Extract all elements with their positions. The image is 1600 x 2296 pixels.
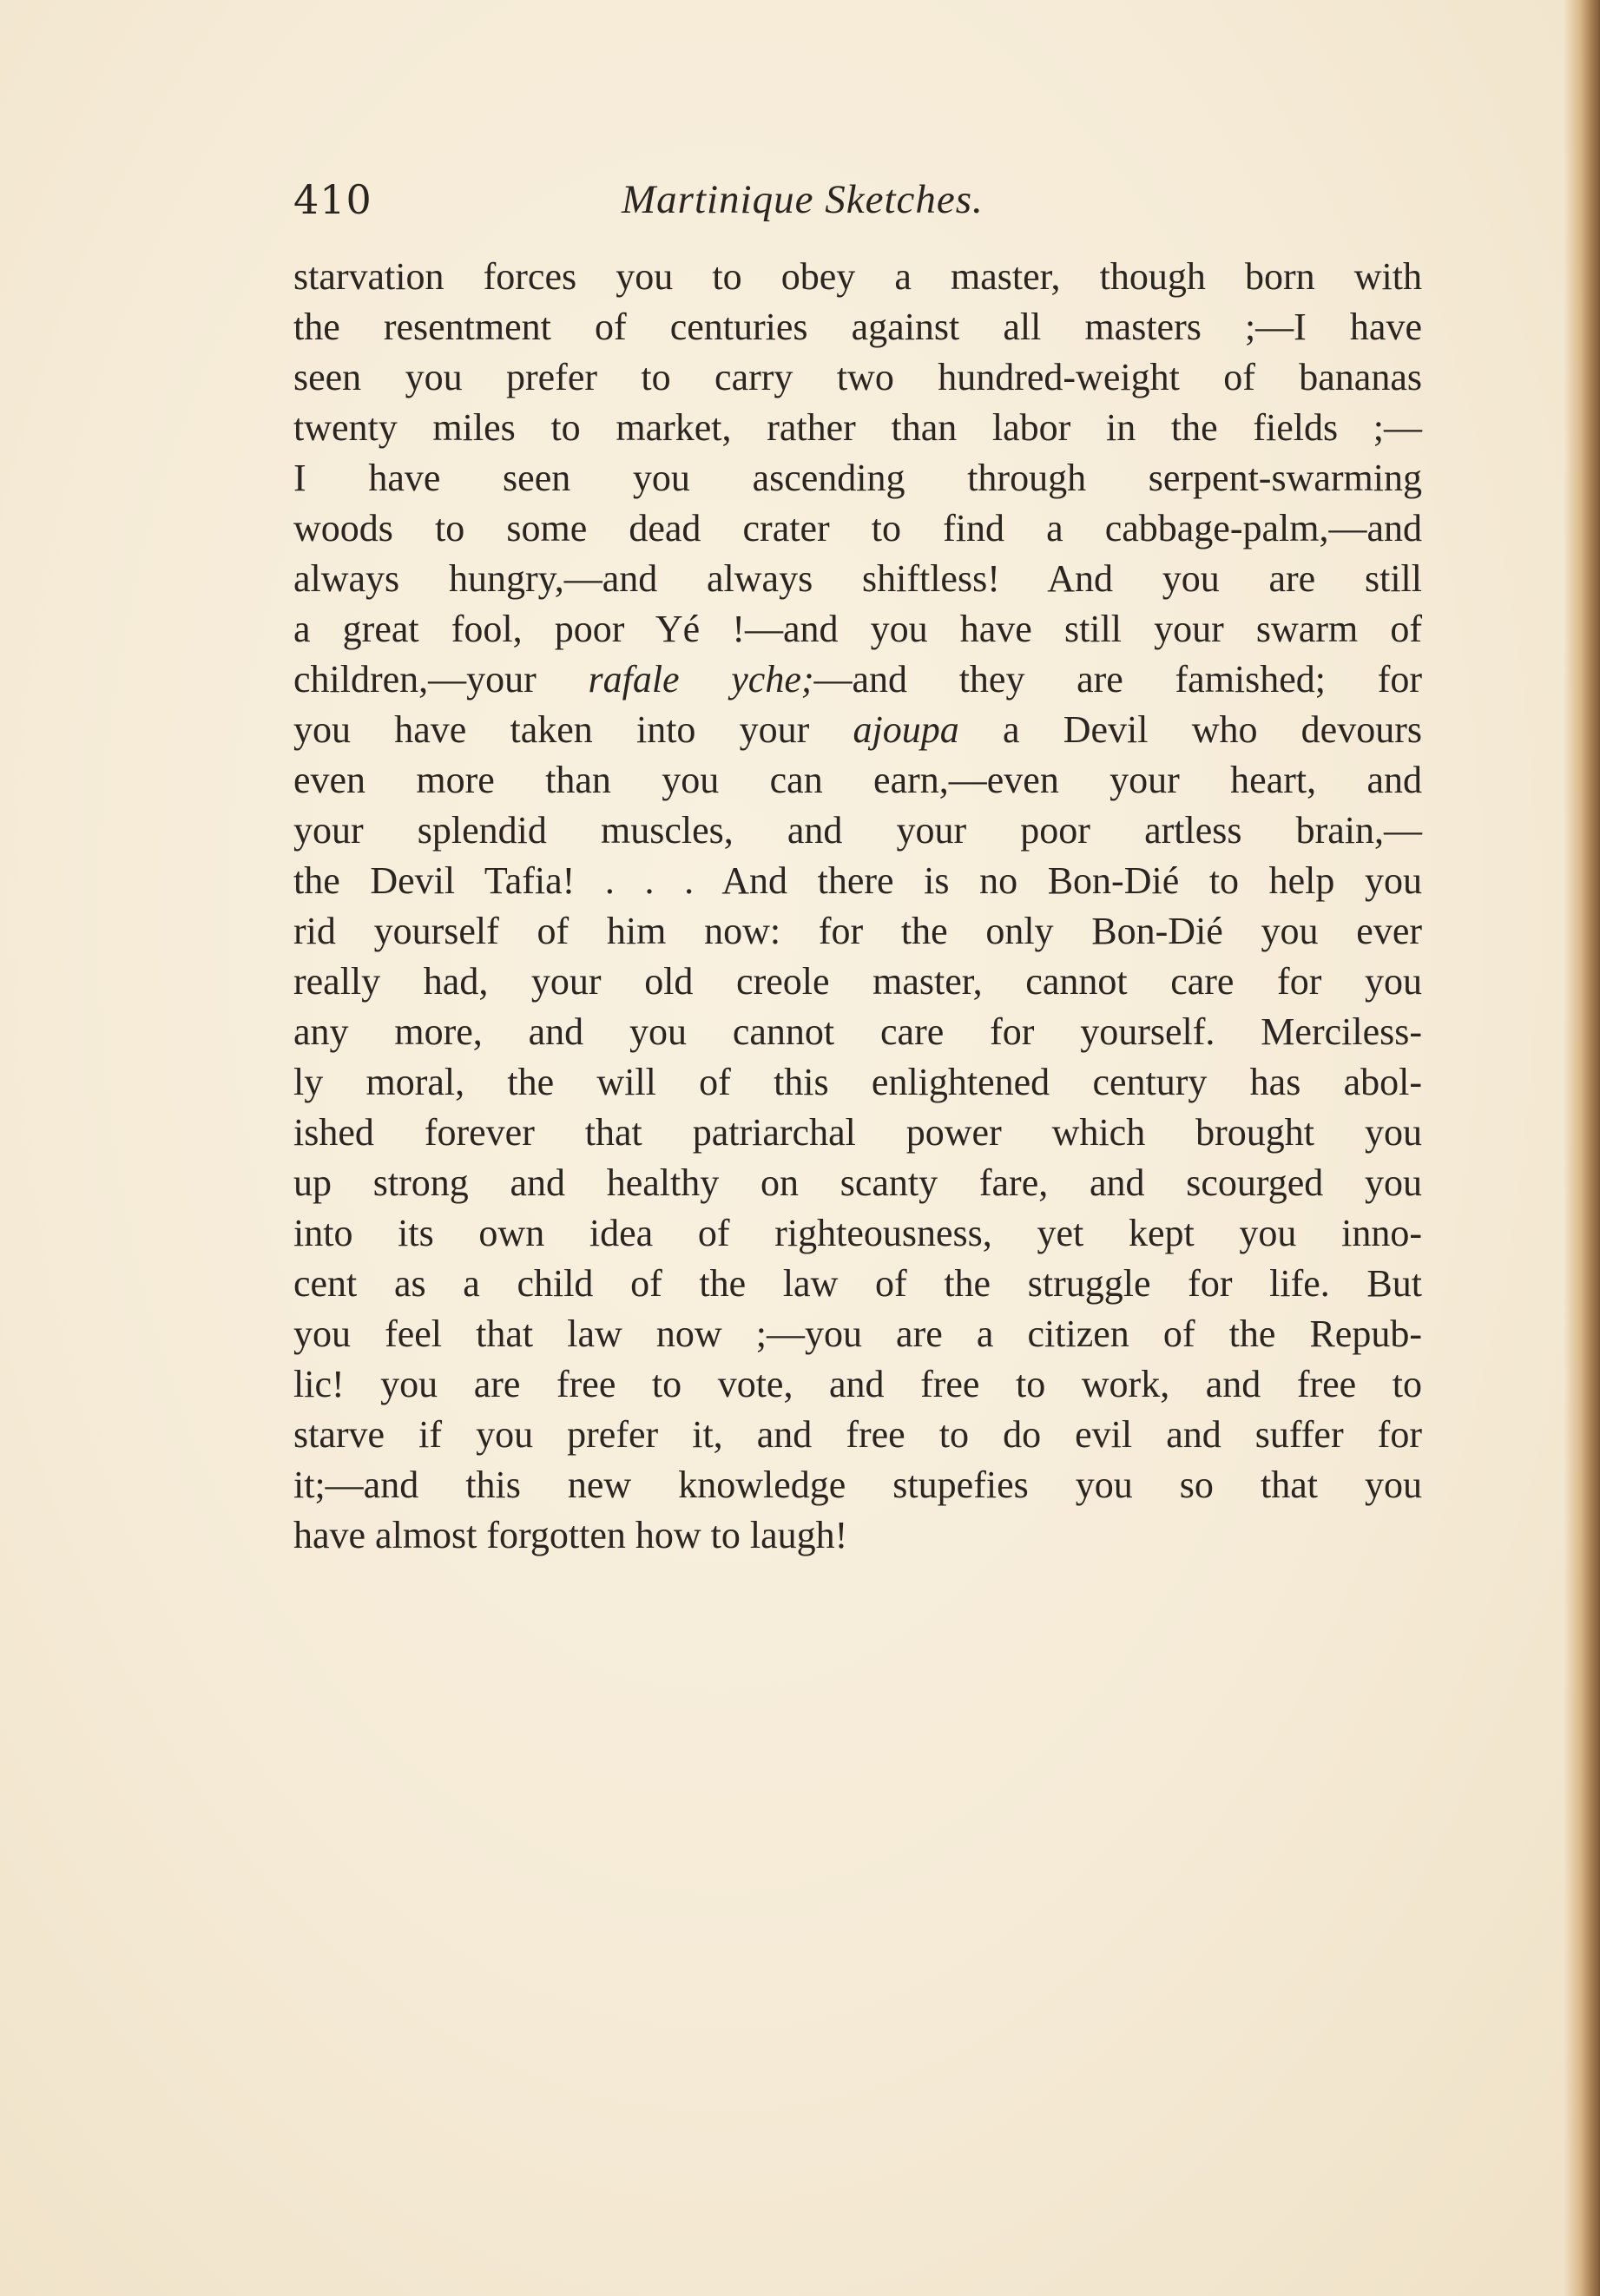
text-line bbox=[293, 806, 1422, 856]
text-line bbox=[293, 1108, 1422, 1158]
text-segment: —and they are famished; for bbox=[813, 658, 1422, 701]
text-segment: starve if you prefer it, and free to do evil and suffer for bbox=[293, 1413, 1422, 1456]
text-segment: woods to some dead crater to find a cabbage-palm,—and bbox=[293, 507, 1422, 549]
text-line bbox=[293, 352, 1422, 403]
text-segment: really had, your old creole master, cannot care for you bbox=[293, 960, 1422, 1003]
text-line bbox=[293, 1410, 1422, 1460]
text-segment: any more, and you cannot care for yourself. Merciless- bbox=[293, 1010, 1422, 1053]
text-line bbox=[293, 1007, 1422, 1057]
text-line bbox=[293, 1309, 1422, 1359]
page-number: 410 bbox=[293, 176, 372, 223]
text-segment: a great fool, poor Yé !—and you have still your swarm of bbox=[293, 608, 1422, 650]
page-edge-shadow bbox=[1564, 0, 1600, 2296]
text-segment: it;—and this new knowledge stupefies you so that you bbox=[293, 1464, 1422, 1506]
text-line bbox=[293, 1460, 1422, 1510]
text-segment: up strong and healthy on scanty fare, and scourged you bbox=[293, 1161, 1422, 1204]
text-segment: your splendid muscles, and your poor artless brain,— bbox=[293, 809, 1422, 852]
text-segment: into its own idea of righteousness, yet kept you inno- bbox=[293, 1212, 1422, 1254]
text-line bbox=[293, 1259, 1422, 1309]
italic-phrase: ajoupa bbox=[853, 708, 959, 751]
text-segment: I have seen you ascending through serpent-swarming bbox=[293, 457, 1422, 499]
text-line bbox=[293, 906, 1422, 957]
text-line bbox=[293, 1057, 1422, 1108]
text-line bbox=[293, 503, 1422, 554]
text-line bbox=[293, 554, 1422, 604]
text-line bbox=[293, 453, 1422, 503]
text-segment: ished forever that patriarchal power which brought you bbox=[293, 1111, 1422, 1154]
text-line bbox=[293, 1359, 1422, 1410]
text-segment: children,—your bbox=[293, 658, 589, 701]
text-segment: a Devil who devours bbox=[958, 708, 1422, 751]
text-segment: even more than you can earn,—even your heart, and bbox=[293, 759, 1422, 801]
text-segment: always hungry,—and always shiftless! And you are still bbox=[293, 557, 1422, 600]
text-line bbox=[293, 302, 1422, 352]
text-segment: lic! you are free to vote, and free to work, and free to bbox=[293, 1363, 1422, 1405]
text-line bbox=[293, 1208, 1422, 1259]
text-line bbox=[293, 1510, 1422, 1561]
text-segment: the Devil Tafia! . . . And there is no Bon-Dié to help you bbox=[293, 859, 1422, 902]
running-title: Martinique Sketches. bbox=[622, 177, 984, 222]
text-line bbox=[293, 705, 1422, 755]
text-segment: you have taken into your bbox=[293, 708, 853, 751]
text-segment: have almost forgotten how to laugh! bbox=[293, 1514, 848, 1556]
text-line bbox=[293, 403, 1422, 453]
text-line bbox=[293, 655, 1422, 705]
text-segment: starvation forces you to obey a master, though born with bbox=[293, 255, 1422, 298]
text-line bbox=[293, 755, 1422, 806]
text-segment: twenty miles to market, rather than labor in the fields ;— bbox=[293, 406, 1422, 449]
text-segment: seen you prefer to carry two hundred-weight of bananas bbox=[293, 356, 1422, 398]
text-line bbox=[293, 252, 1422, 302]
text-segment: rid yourself of him now: for the only Bon-Dié you ever bbox=[293, 910, 1422, 952]
text-line bbox=[293, 957, 1422, 1007]
text-line bbox=[293, 1158, 1422, 1208]
text-segment: you feel that law now ;—you are a citizen of the Repub- bbox=[293, 1312, 1422, 1355]
text-segment: ly moral, the will of this enlightened century has abol- bbox=[293, 1061, 1422, 1103]
body-text bbox=[293, 252, 1422, 1561]
italic-phrase: rafale yche; bbox=[588, 658, 814, 701]
text-line bbox=[293, 604, 1422, 655]
text-segment: the resentment of centuries against all masters ;—I have bbox=[293, 306, 1422, 348]
text-line bbox=[293, 856, 1422, 906]
page-header bbox=[293, 165, 1422, 234]
text-segment: cent as a child of the law of the struggle for life. But bbox=[293, 1262, 1422, 1305]
